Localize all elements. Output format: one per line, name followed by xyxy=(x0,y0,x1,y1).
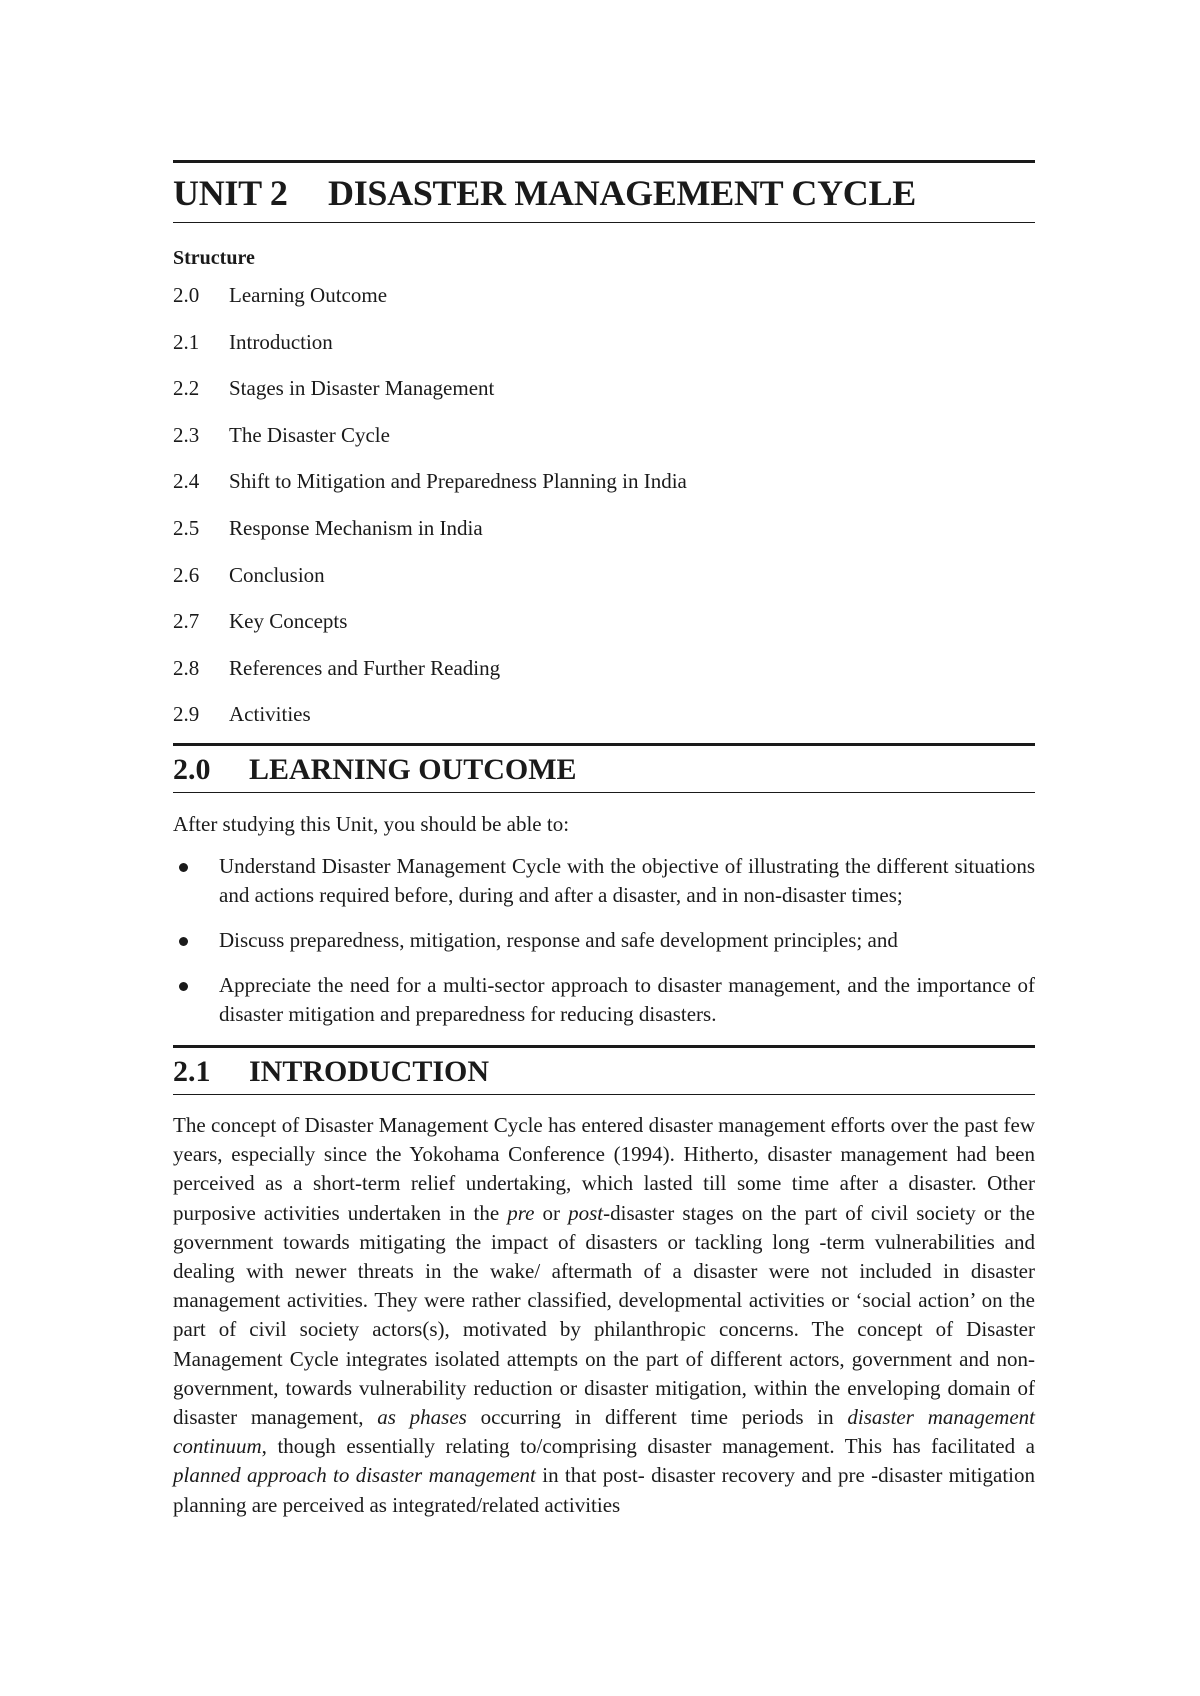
intro-emphasis: disaster management continuum xyxy=(173,1404,1036,1459)
structure-item xyxy=(173,563,1035,610)
structure-item xyxy=(173,376,1035,423)
section-number: 2.0 xyxy=(173,752,211,786)
structure-item-number: 2.4 xyxy=(173,469,200,494)
bullet-icon xyxy=(179,863,188,872)
structure-item-number: 2.1 xyxy=(173,329,200,354)
structure-item-text: Shift to Mitigation and Preparedness Planning in India xyxy=(229,469,687,494)
intro-emphasis: post xyxy=(568,1200,604,1225)
structure-item-number: 2.8 xyxy=(173,655,200,680)
learning-outcome-list xyxy=(173,852,1035,1029)
learning-outcome-item xyxy=(173,852,1035,910)
structure-item xyxy=(173,423,1035,470)
learning-outcome-item xyxy=(173,926,1035,955)
section-title: INTRODUCTION xyxy=(249,1054,490,1088)
structure-item xyxy=(173,516,1035,563)
structure-label: Structure xyxy=(173,247,255,269)
intro-emphasis: as phases xyxy=(377,1404,467,1429)
structure-item xyxy=(173,330,1035,377)
structure-item xyxy=(173,609,1035,656)
structure-item xyxy=(173,656,1035,703)
section-bottom-rule xyxy=(173,1094,1035,1095)
structure-list xyxy=(173,283,1035,749)
bullet-icon xyxy=(179,937,188,946)
introduction-paragraph xyxy=(173,1111,1035,1520)
structure-item-text: Stages in Disaster Management xyxy=(229,376,495,401)
learning-outcome-text: Appreciate the need for a multi-sector approach to disaster management, and the importance of disaster mitigation and preparedness for reducing disasters. xyxy=(219,972,1035,1026)
section-title: LEARNING OUTCOME xyxy=(249,752,577,786)
structure-item-number: 2.0 xyxy=(173,283,200,307)
learning-outcome-text: Understand Disaster Management Cycle with the objective of illustrating the different situations and actions required before, during and after a disaster, and in non-disaster times; xyxy=(219,853,1035,907)
structure-item-number: 2.6 xyxy=(173,562,200,587)
intro-emphasis: pre xyxy=(507,1200,535,1225)
intro-text: -disaster stages on the part of civil society or the government towards mitigating the impact of disasters or tackling long -term vulnerabilities and dealing with newer threats in the wake/ aftermath of a disaster were not included in disaster management activities. They were rather classified, developmental activities or ‘social action’ on the part of civil society actors(s), motivated by philanthropic concerns. The concept of Disaster Management Cycle integrates isolated attempts on the part of different actors, government and non-government, towards vulnerability reduction or disaster mitigation, within the enveloping domain of disaster management, xyxy=(173,1200,1035,1429)
document-page xyxy=(173,160,1035,1520)
structure-item-number: 2.5 xyxy=(173,515,200,540)
structure-item-text: Response Mechanism in India xyxy=(229,515,483,540)
intro-text: The concept of Disaster Management Cycle has entered disaster management efforts over the past few years, especially since the Yokohama Conference (1994). Hitherto, disaster management had been perceived as a short-term relief undertaking, which lasted till some time after a disaster. Other purposive activities undertaken in the xyxy=(173,1112,1035,1225)
structure-item-number: 2.3 xyxy=(173,422,200,447)
structure-item-number: 2.2 xyxy=(173,376,200,401)
structure-item-number: 2.7 xyxy=(173,609,200,634)
section-heading-introduction xyxy=(173,1048,1035,1094)
learning-outcome-text: Discuss preparedness, mitigation, response and safe development principles; and xyxy=(219,927,898,952)
section-number: 2.1 xyxy=(173,1054,211,1088)
structure-item-text: Learning Outcome xyxy=(229,283,388,307)
intro-text: in that post- disaster recovery and pre -disaster mitigation planning are perceived as integrated/related activities xyxy=(173,1463,1035,1517)
bullet-icon xyxy=(179,982,188,991)
structure-item xyxy=(173,283,1035,330)
learning-outcome-lead: After studying this Unit, you should be able to: xyxy=(173,811,570,836)
section-heading-learning-outcome xyxy=(173,746,1035,792)
structure-item-text: Conclusion xyxy=(229,562,325,587)
unit-heading xyxy=(173,163,1035,222)
structure-item-number: 2.9 xyxy=(173,702,200,727)
structure-item-text: References and Further Reading xyxy=(229,655,501,680)
intro-emphasis: planned approach to disaster management xyxy=(173,1463,536,1488)
intro-text: occurring in different time periods in xyxy=(466,1404,848,1429)
structure-item-text: Activities xyxy=(229,702,311,727)
unit-title: DISASTER MANAGEMENT CYCLE xyxy=(328,173,916,213)
structure-item-text: Introduction xyxy=(229,329,333,354)
structure-item xyxy=(173,469,1035,516)
unit-bottom-rule xyxy=(173,222,1035,223)
structure-item-text: Key Concepts xyxy=(229,609,348,634)
unit-number: UNIT 2 xyxy=(173,173,288,213)
intro-text: , though essentially relating to/comprising disaster management. This has facilitated a xyxy=(261,1434,1035,1459)
structure-item-text: The Disaster Cycle xyxy=(229,422,390,447)
learning-outcome-item xyxy=(173,971,1035,1029)
structure-item xyxy=(173,702,1035,749)
section-bottom-rule xyxy=(173,792,1035,793)
intro-text: or xyxy=(534,1200,569,1225)
